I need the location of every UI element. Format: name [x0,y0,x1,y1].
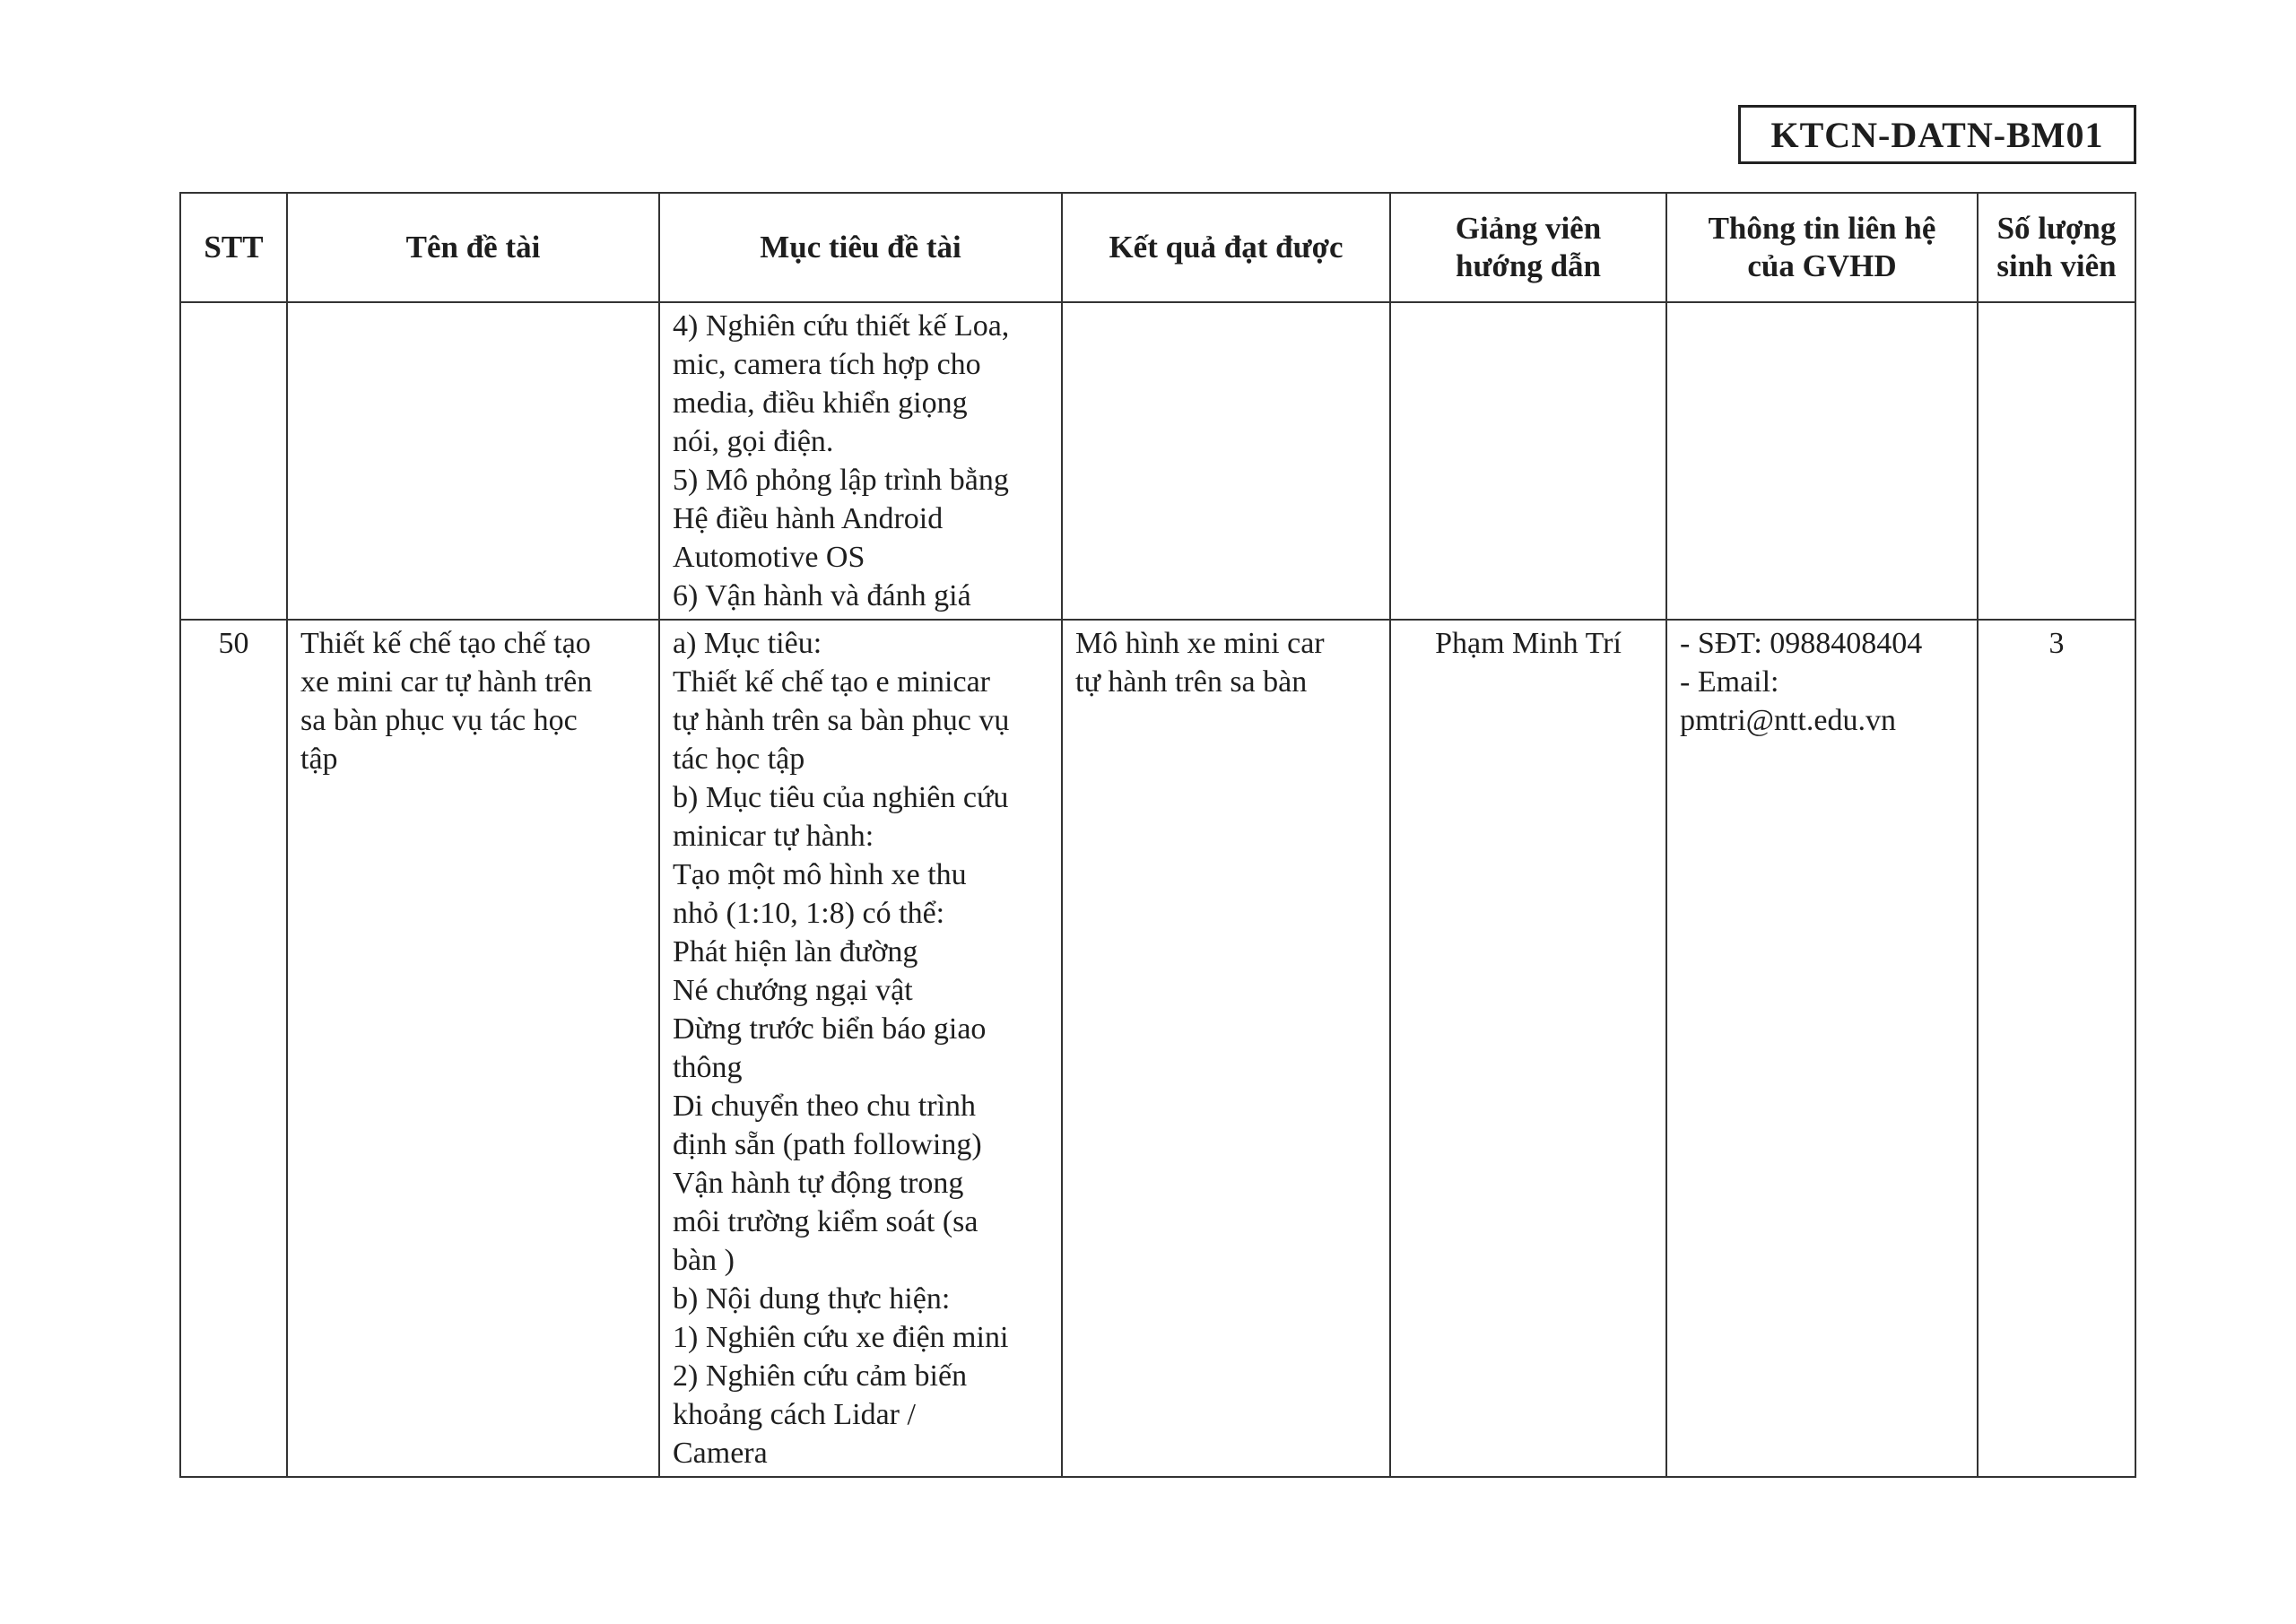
cell-result [1062,302,1390,620]
cell-line: 2) Nghiên cứu cảm biến [673,1359,968,1393]
cell-line: Né chướng ngại vật [673,974,913,1007]
cell-line: Camera [673,1437,768,1470]
cell-objective [659,302,1062,620]
cell-stt: 50 [180,620,287,1477]
header-lecturer-line: Giảng viên [1455,211,1602,246]
header-title: Tên đề tài [287,193,659,302]
cell-line: Thiết kế chế tạo chế tạo [300,627,591,660]
cell-line: - Email: [1680,665,1779,699]
header-lecturer-line: hướng dẫn [1456,248,1601,283]
cell-line: b) Mục tiêu của nghiên cứu [673,781,1009,814]
cell-line: 4) Nghiên cứu thiết kế Loa, [673,309,1010,343]
cell-line: tự hành trên sa bàn [1075,665,1308,699]
cell-line: bàn ) [673,1244,735,1277]
cell-line: thông [673,1051,743,1084]
cell-line: pmtri@ntt.edu.vn [1680,704,1896,737]
cell-contact [1666,620,1978,1477]
cell-line: nói, gọi điện. [673,425,834,458]
header-count [1978,193,2135,302]
cell-count: 3 [1978,620,2135,1477]
cell-line: mic, camera tích hợp cho [673,348,981,381]
cell-line: media, điều khiển giọng [673,386,968,420]
table-row-continued [180,302,2135,620]
cell-line: Dừng trước biển báo giao [673,1012,987,1046]
form-code: KTCN-DATN-BM01 [1738,105,2136,164]
cell-contact [1666,302,1978,620]
cell-stt [180,302,287,620]
cell-line: Phát hiện làn đường [673,935,918,968]
header-objective: Mục tiêu đề tài [659,193,1062,302]
cell-line: nhỏ (1:10, 1:8) có thể: [673,897,945,930]
cell-title [287,302,659,620]
header-contact-line: Thông tin liên hệ [1708,211,1936,246]
header-result: Kết quả đạt được [1062,193,1390,302]
cell-line: định sẵn (path following) [673,1128,982,1161]
cell-count [1978,302,2135,620]
cell-line: - SĐT: 0988408404 [1680,627,1923,660]
cell-line: 5) Mô phỏng lập trình bằng [673,464,1009,497]
header-contact-line: của GVHD [1747,248,1897,283]
cell-lecturer [1390,302,1666,620]
cell-line: Tạo một mô hình xe thu [673,858,967,891]
cell-line: Mô hình xe mini car [1075,627,1325,660]
cell-line: tác học tập [673,743,805,776]
cell-lecturer: Phạm Minh Trí [1390,620,1666,1477]
header-row [180,193,2135,302]
cell-line: Automotive OS [673,541,865,574]
cell-result [1062,620,1390,1477]
cell-line: Di chuyển theo chu trình [673,1090,977,1123]
cell-line: xe mini car tự hành trên [300,665,593,699]
cell-line: Vận hành tự động trong [673,1167,964,1200]
cell-line: 1) Nghiên cứu xe điện mini [673,1321,1009,1354]
header-contact [1666,193,1978,302]
cell-line: 6) Vận hành và đánh giá [673,579,971,612]
header-lecturer [1390,193,1666,302]
table-row [180,620,2135,1477]
topics-table [179,192,2136,1478]
cell-line: b) Nội dung thực hiện: [673,1282,951,1316]
header-stt: STT [180,193,287,302]
cell-line: tự hành trên sa bàn phục vụ [673,704,1010,737]
cell-line: a) Mục tiêu: [673,627,822,660]
cell-line: khoảng cách Lidar / [673,1398,916,1431]
header-count-line: sinh viên [1996,248,2117,283]
cell-line: sa bàn phục vụ tác học [300,704,578,737]
cell-line: Thiết kế chế tạo e minicar [673,665,990,699]
cell-title [287,620,659,1477]
cell-line: Hệ điều hành Android [673,502,944,535]
cell-objective [659,620,1062,1477]
header-count-line: Số lượng [1996,211,2117,246]
cell-line: tập [300,743,338,776]
cell-line: minicar tự hành: [673,820,874,853]
cell-line: môi trường kiểm soát (sa [673,1205,978,1238]
